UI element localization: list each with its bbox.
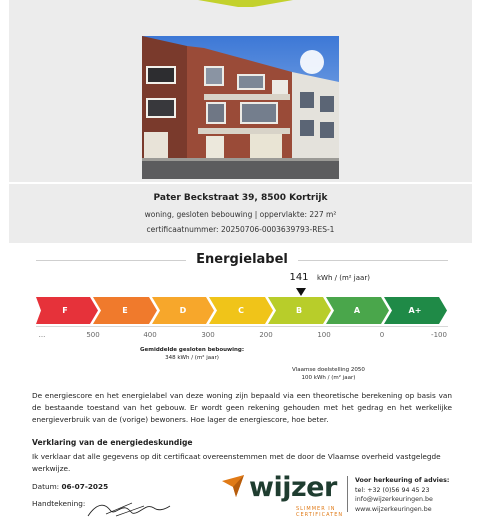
target-note-value: 100 kWh / (m² jaar) — [301, 375, 356, 381]
date-label: Datum: — [32, 482, 60, 491]
contact-heading: Voor herkeuring of advies: — [355, 477, 450, 484]
target-2050-note — [292, 366, 365, 382]
heading-rule-right — [298, 260, 448, 261]
energy-score-explanation: De energiescore en het energielabel van deze woning zijn bepaald via een theoretische berekening op basis van de bestaande toestand van het gebouw. Er wordt geen rekening gehouden met het gedrag en het werkelijke energieverbruik van de (vorige) bewoners. Hoe lager de energiescore, hoe beter. — [32, 391, 452, 424]
class-aplus-label: A+ — [408, 306, 422, 315]
property-address: Pater Beckstraat 39, 8500 Kortrijk — [153, 193, 328, 203]
energy-score-unit: kWh / (m² jaar) — [317, 274, 370, 282]
contact-phone[interactable]: tel: +32 (0)56 94 45 23 — [355, 486, 430, 494]
score-pointer-icon — [296, 288, 306, 296]
target-note-title: Vlaamse doelstelling 2050 — [292, 367, 365, 373]
contact-divider — [347, 476, 348, 512]
scale-tick: 0 — [379, 331, 385, 339]
energy-score-value: 141 — [289, 272, 309, 283]
average-note-title: Gemiddelde gesloten bebouwing: — [140, 347, 245, 353]
scale-tick: 300 — [201, 331, 215, 339]
property-type-line: woning, gesloten bebouwing | oppervlakte: 227 m² — [144, 210, 337, 219]
top-chevron-decoration — [198, 0, 293, 7]
certificate-number: certificaatnummer: 20250706-0003639793-RES-1 — [146, 225, 335, 234]
company-tagline — [296, 506, 343, 518]
date-value: 06-07-2025 — [61, 482, 109, 491]
class-d-label: D — [179, 306, 187, 315]
contact-website-link[interactable]: www.wijzerkeuringen.be — [355, 505, 432, 513]
scale-tick: -100 — [431, 331, 447, 339]
declaration-text: Ik verklaar dat alle gegevens op dit certificaat overeenstemmen met de door de Vlaamse overheid vastgelegde werkwijze. — [32, 452, 441, 473]
scale-tick: 100 — [317, 331, 331, 339]
energy-label-heading — [36, 252, 448, 268]
class-f-label: F — [62, 306, 68, 315]
scale-tick: 500 — [86, 331, 100, 339]
company-logo-text: wijzer — [249, 472, 337, 503]
scale-tick: 200 — [259, 331, 273, 339]
contact-email-link[interactable]: info@wijzerkeuringen.be — [355, 496, 433, 503]
signature-label: Handtekening: — [32, 499, 86, 508]
average-building-note — [140, 346, 244, 362]
scale-axis-line — [36, 326, 448, 327]
house-photo — [142, 36, 339, 179]
energy-scale — [36, 297, 448, 327]
scale-tick: ... — [38, 331, 46, 339]
wijzer-logo-icon — [222, 475, 246, 499]
class-c-label: C — [238, 306, 244, 315]
contact-block — [355, 476, 449, 514]
tagline-line-1: SLIMMER IN — [296, 506, 336, 512]
scale-tick: 400 — [143, 331, 157, 339]
class-b-label: B — [295, 306, 303, 315]
class-e-label: E — [122, 306, 128, 315]
declaration-title: Verklaring van de energiedeskundige — [32, 438, 193, 447]
class-a-label: A — [353, 306, 361, 315]
handwritten-signature — [86, 500, 172, 518]
average-note-value: 348 kWh / (m² jaar) — [165, 355, 219, 361]
energy-label-title: Energielabel — [196, 252, 288, 267]
header-divider — [9, 182, 472, 184]
certificate-date — [32, 482, 108, 491]
tagline-line-2: CERTIFICATEN — [296, 512, 344, 518]
